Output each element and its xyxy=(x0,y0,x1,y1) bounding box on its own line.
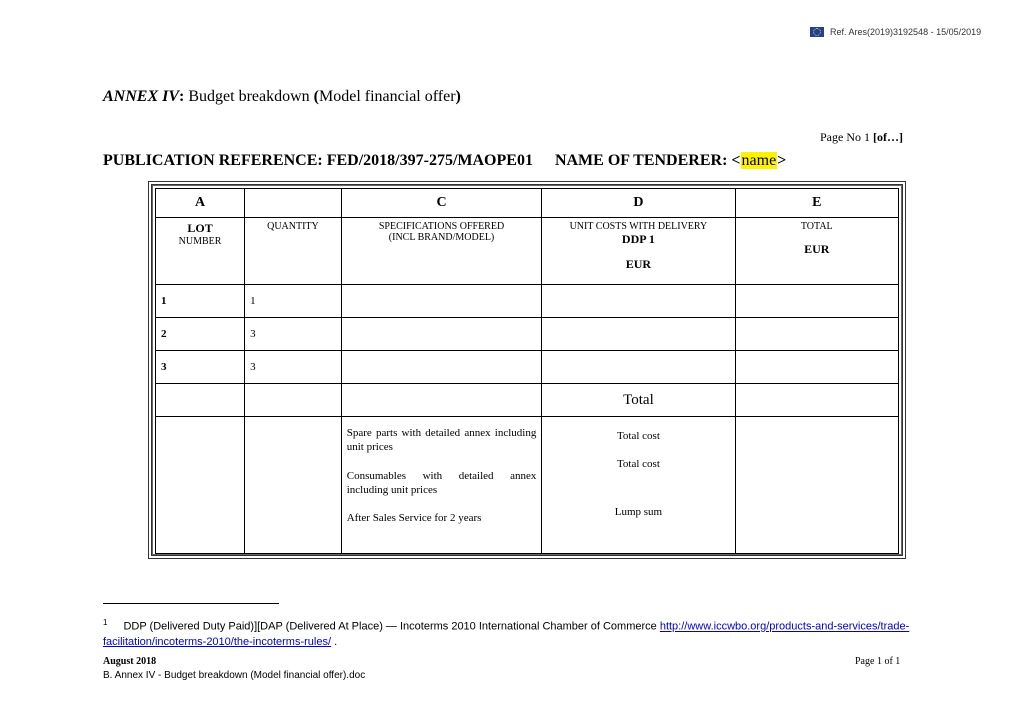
page-number-indicator xyxy=(820,130,903,145)
footer-page-number: Page 1 of 1 xyxy=(855,656,901,667)
column-letter-c: C xyxy=(341,189,542,218)
total-row xyxy=(156,384,899,417)
total-row-empty-b xyxy=(245,384,342,417)
header-unit-costs xyxy=(542,218,735,285)
budget-table xyxy=(155,188,899,554)
quantity-cell: 3 xyxy=(245,318,342,351)
total-row-empty-c xyxy=(341,384,542,417)
page-number-suffix: [of…] xyxy=(873,130,903,144)
tenderer-label: NAME OF TENDERER: < xyxy=(554,152,741,169)
reference-stamp-text: Ref. Ares(2019)3192548 - 15/05/2019 xyxy=(830,27,982,37)
column-letter-b xyxy=(245,189,342,218)
lot-number-cell: 3 xyxy=(156,351,245,384)
after-sales-cost: Lump sum xyxy=(614,506,663,518)
header-total-currency: EUR xyxy=(804,242,830,256)
total-cell xyxy=(735,351,898,384)
eu-flag-icon xyxy=(810,27,824,37)
header-spec-line2: (INCL BRAND/MODEL) xyxy=(388,232,495,243)
annex-paren-open: ( xyxy=(313,88,319,105)
tenderer-name-placeholder: name xyxy=(741,152,777,169)
header-specifications xyxy=(341,218,542,285)
annex-paren-close: ) xyxy=(455,88,461,105)
footnote-separator xyxy=(103,603,279,604)
lot-number-cell: 1 xyxy=(156,285,245,318)
header-spec-line1: SPECIFICATIONS OFFERED xyxy=(378,221,505,232)
total-label: Total xyxy=(542,384,735,417)
annex-subject: Budget breakdown xyxy=(188,88,314,105)
table-row xyxy=(156,285,899,318)
annex-colon: : xyxy=(179,88,189,105)
footnote-text: DDP (Delivered Duty Paid)][DAP (Delivered At Place) — Incoterms 2010 International Chamber of Commerce xyxy=(123,620,660,633)
annex-title xyxy=(103,88,461,106)
total-value-cell xyxy=(735,384,898,417)
annex-number: ANNEX IV xyxy=(103,88,180,105)
quantity-cell: 1 xyxy=(245,285,342,318)
footer-filename: B. Annex IV - Budget breakdown (Model financial offer).doc xyxy=(103,670,366,681)
header-quantity-label: QUANTITY xyxy=(267,221,319,232)
column-letter-a: A xyxy=(156,189,245,218)
spare-parts-cost: Total cost xyxy=(616,430,660,442)
unit-cost-cell xyxy=(542,318,735,351)
header-lot-number xyxy=(156,218,245,285)
specification-cell xyxy=(341,318,542,351)
total-cell xyxy=(735,318,898,351)
extras-specifications xyxy=(341,417,542,554)
extras-empty-a xyxy=(156,417,245,554)
total-row-empty-a xyxy=(156,384,245,417)
after-sales-spec: After Sales Service for 2 years xyxy=(346,512,482,525)
table-row xyxy=(156,318,899,351)
publication-reference xyxy=(103,152,786,170)
page-number-prefix: Page No 1 xyxy=(820,130,873,144)
column-letter-row xyxy=(156,189,899,218)
header-lot-line2: NUMBER xyxy=(178,236,222,247)
column-letter-d: D xyxy=(542,189,735,218)
quantity-cell: 3 xyxy=(245,351,342,384)
extras-costs xyxy=(542,417,735,554)
header-lot-line1: LOT xyxy=(187,221,213,235)
specification-cell xyxy=(341,351,542,384)
specification-cell xyxy=(341,285,542,318)
header-total xyxy=(735,218,898,285)
header-unit-costs-line1: UNIT COSTS WITH DELIVERY xyxy=(569,221,708,232)
total-cell xyxy=(735,285,898,318)
extras-total-cell xyxy=(735,417,898,554)
column-header-row xyxy=(156,218,899,285)
header-unit-costs-line2: DDP 1 xyxy=(621,232,655,246)
consumables-cost: Total cost xyxy=(616,458,660,470)
budget-table-frame xyxy=(148,181,906,559)
publication-reference-label: PUBLICATION REFERENCE: FED/2018/397-275/MAOPE01 xyxy=(103,152,533,169)
extras-empty-b xyxy=(245,417,342,554)
lot-number-cell: 2 xyxy=(156,318,245,351)
reference-stamp xyxy=(810,27,981,37)
footer-date: August 2018 xyxy=(103,656,157,667)
header-quantity xyxy=(245,218,342,285)
annex-model: Model financial offer xyxy=(319,88,456,105)
header-total-line1: TOTAL xyxy=(800,221,833,232)
extras-row xyxy=(156,417,899,554)
incoterms-link[interactable]: http://www.iccwbo.org/products-and-services/trade-facilitation/incoterms-2010/the-incoterms-rules/ xyxy=(103,620,910,649)
unit-cost-cell xyxy=(542,351,735,384)
column-letter-e: E xyxy=(735,189,898,218)
footnote xyxy=(103,617,943,650)
table-row xyxy=(156,351,899,384)
header-unit-costs-currency: EUR xyxy=(625,257,652,271)
footnote-end: . xyxy=(331,636,338,649)
unit-cost-cell xyxy=(542,285,735,318)
footnote-number: 1 xyxy=(103,618,108,627)
tenderer-label-close: > xyxy=(777,152,787,169)
spare-parts-spec: Spare parts with detailed annex including unit prices xyxy=(346,427,537,454)
consumables-spec: Consumables with detailed annex including unit prices xyxy=(346,469,537,496)
